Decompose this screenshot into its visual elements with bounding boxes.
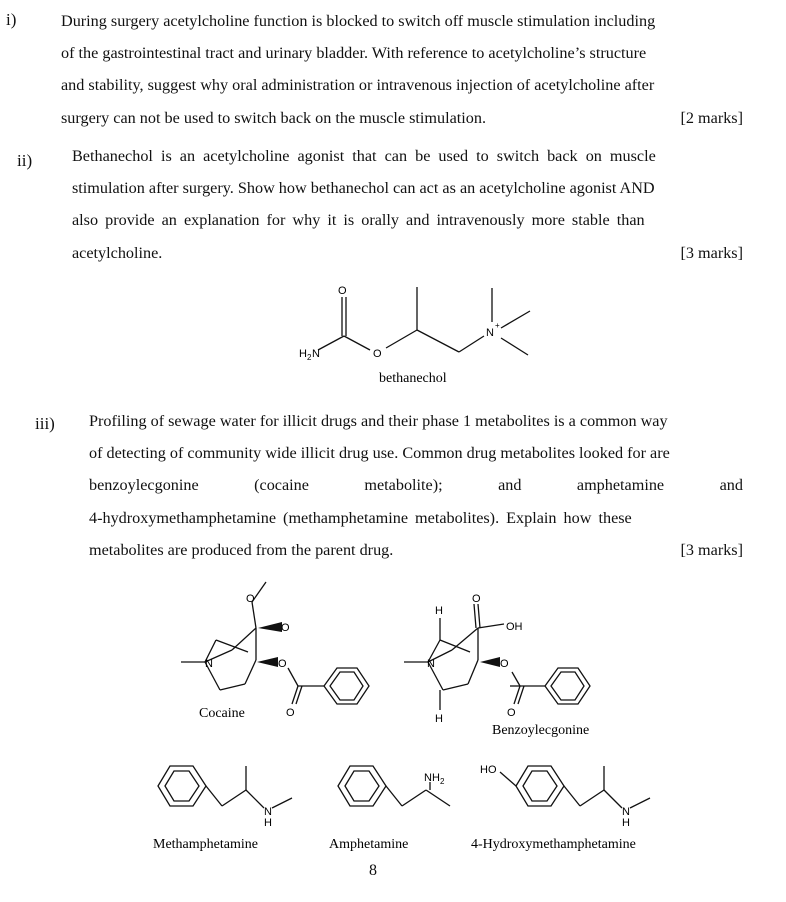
amphetamine-h: H bbox=[432, 772, 440, 784]
question-3-word-5: amphetamine bbox=[576, 476, 665, 495]
question-2-line-1: Bethanechol is an acetylcholine agonist that can be used to switch back on muscle bbox=[72, 147, 656, 165]
page-number: 8 bbox=[369, 862, 377, 879]
benzoylecgonine-n: N bbox=[427, 658, 435, 670]
bethanechol-amine-h: H bbox=[299, 348, 307, 360]
benzoylecgonine-label: Benzoylecgonine bbox=[492, 723, 590, 738]
question-2-number: ii) bbox=[17, 151, 33, 170]
question-1-line-4: surgery can not be used to switch back on the muscle stimulation. bbox=[61, 108, 486, 127]
cocaine-label: Cocaine bbox=[199, 706, 245, 721]
question-3-marks: [3 marks] bbox=[680, 540, 743, 559]
benzoylecgonine-benzoate-carbonyl-o: O bbox=[507, 707, 516, 719]
bethanechol-n: N bbox=[486, 327, 494, 339]
methamphetamine-h: H bbox=[264, 817, 272, 829]
hydroxymethamphetamine-h: H bbox=[622, 817, 630, 829]
question-3-word-6: and bbox=[719, 476, 743, 495]
question-2-line-4: acetylcholine. bbox=[72, 243, 163, 262]
question-3-number: iii) bbox=[35, 414, 55, 433]
benzoylecgonine-h-bottom: H bbox=[435, 713, 443, 725]
hydroxymethamphetamine-label: 4-Hydroxymethamphetamine bbox=[471, 837, 636, 852]
question-3-line-4: 4-hydroxymethamphetamine (methamphetamine metabolites). Explain how these bbox=[89, 508, 632, 527]
question-3-word-4: and bbox=[498, 476, 522, 495]
bethanechol-n-charge: + bbox=[495, 321, 500, 330]
question-3-line-1: Profiling of sewage water for illicit drugs and their phase 1 metabolites is a common way bbox=[89, 412, 668, 430]
bethanechol-label: bethanechol bbox=[379, 371, 447, 386]
question-3-word-2: (cocaine bbox=[254, 476, 309, 495]
question-2-line-2: stimulation after surgery. Show how bethanechol can act as an acetylcholine agonist AND bbox=[72, 179, 655, 198]
cocaine-benzoate-carbonyl-o: O bbox=[286, 707, 295, 719]
amphetamine-n: N bbox=[424, 772, 432, 784]
question-3-line-5: metabolites are produced from the parent drug. bbox=[89, 540, 394, 559]
benzoylecgonine-oh: OH bbox=[506, 621, 523, 633]
question-3-word-1: benzoylecgonine bbox=[89, 476, 199, 495]
benzoylecgonine-benzoate-o: O bbox=[500, 658, 509, 670]
bethanechol-amine-n: N bbox=[312, 348, 320, 360]
question-1-line-2: of the gastrointestinal tract and urinary bladder. With reference to acetylcholine’s structure bbox=[61, 44, 647, 63]
hydroxymethamphetamine-n: N bbox=[622, 806, 630, 818]
question-2-line-3: also provide an explanation for why it is orally and intravenously more stable than bbox=[72, 211, 645, 230]
cocaine-carbonyl-o: O bbox=[281, 622, 290, 634]
bethanechol-ester-o: O bbox=[373, 348, 382, 360]
question-1-number: i) bbox=[6, 10, 17, 29]
cocaine-ester-o: O bbox=[246, 593, 255, 605]
benzoylecgonine-carbonyl-o: O bbox=[472, 593, 481, 605]
methamphetamine-n: N bbox=[264, 806, 272, 818]
cocaine-benzoate-o: O bbox=[278, 658, 287, 670]
question-3-word-3: metabolite); bbox=[364, 476, 443, 495]
hydroxymethamphetamine-ho: HO bbox=[480, 764, 497, 776]
cocaine-n: N bbox=[205, 658, 213, 670]
question-1-marks: [2 marks] bbox=[680, 108, 743, 127]
question-2-marks: [3 marks] bbox=[680, 243, 743, 262]
bethanechol-amine-2: 2 bbox=[307, 353, 312, 362]
benzoylecgonine-h-top: H bbox=[435, 605, 443, 617]
amphetamine-label: Amphetamine bbox=[329, 837, 409, 852]
question-1-line-3: and stability, suggest why oral administration or intravenous injection of acetylcholine after bbox=[61, 76, 655, 95]
question-1-line-1: During surgery acetylcholine function is blocked to switch off muscle stimulation including bbox=[61, 12, 656, 30]
question-3-line-2: of detecting of community wide illicit drug use. Common drug metabolites looked for are bbox=[89, 444, 670, 463]
methamphetamine-label: Methamphetamine bbox=[153, 837, 258, 852]
bethanechol-carbonyl-o: O bbox=[338, 285, 347, 297]
amphetamine-h-subscript: 2 bbox=[440, 777, 445, 786]
